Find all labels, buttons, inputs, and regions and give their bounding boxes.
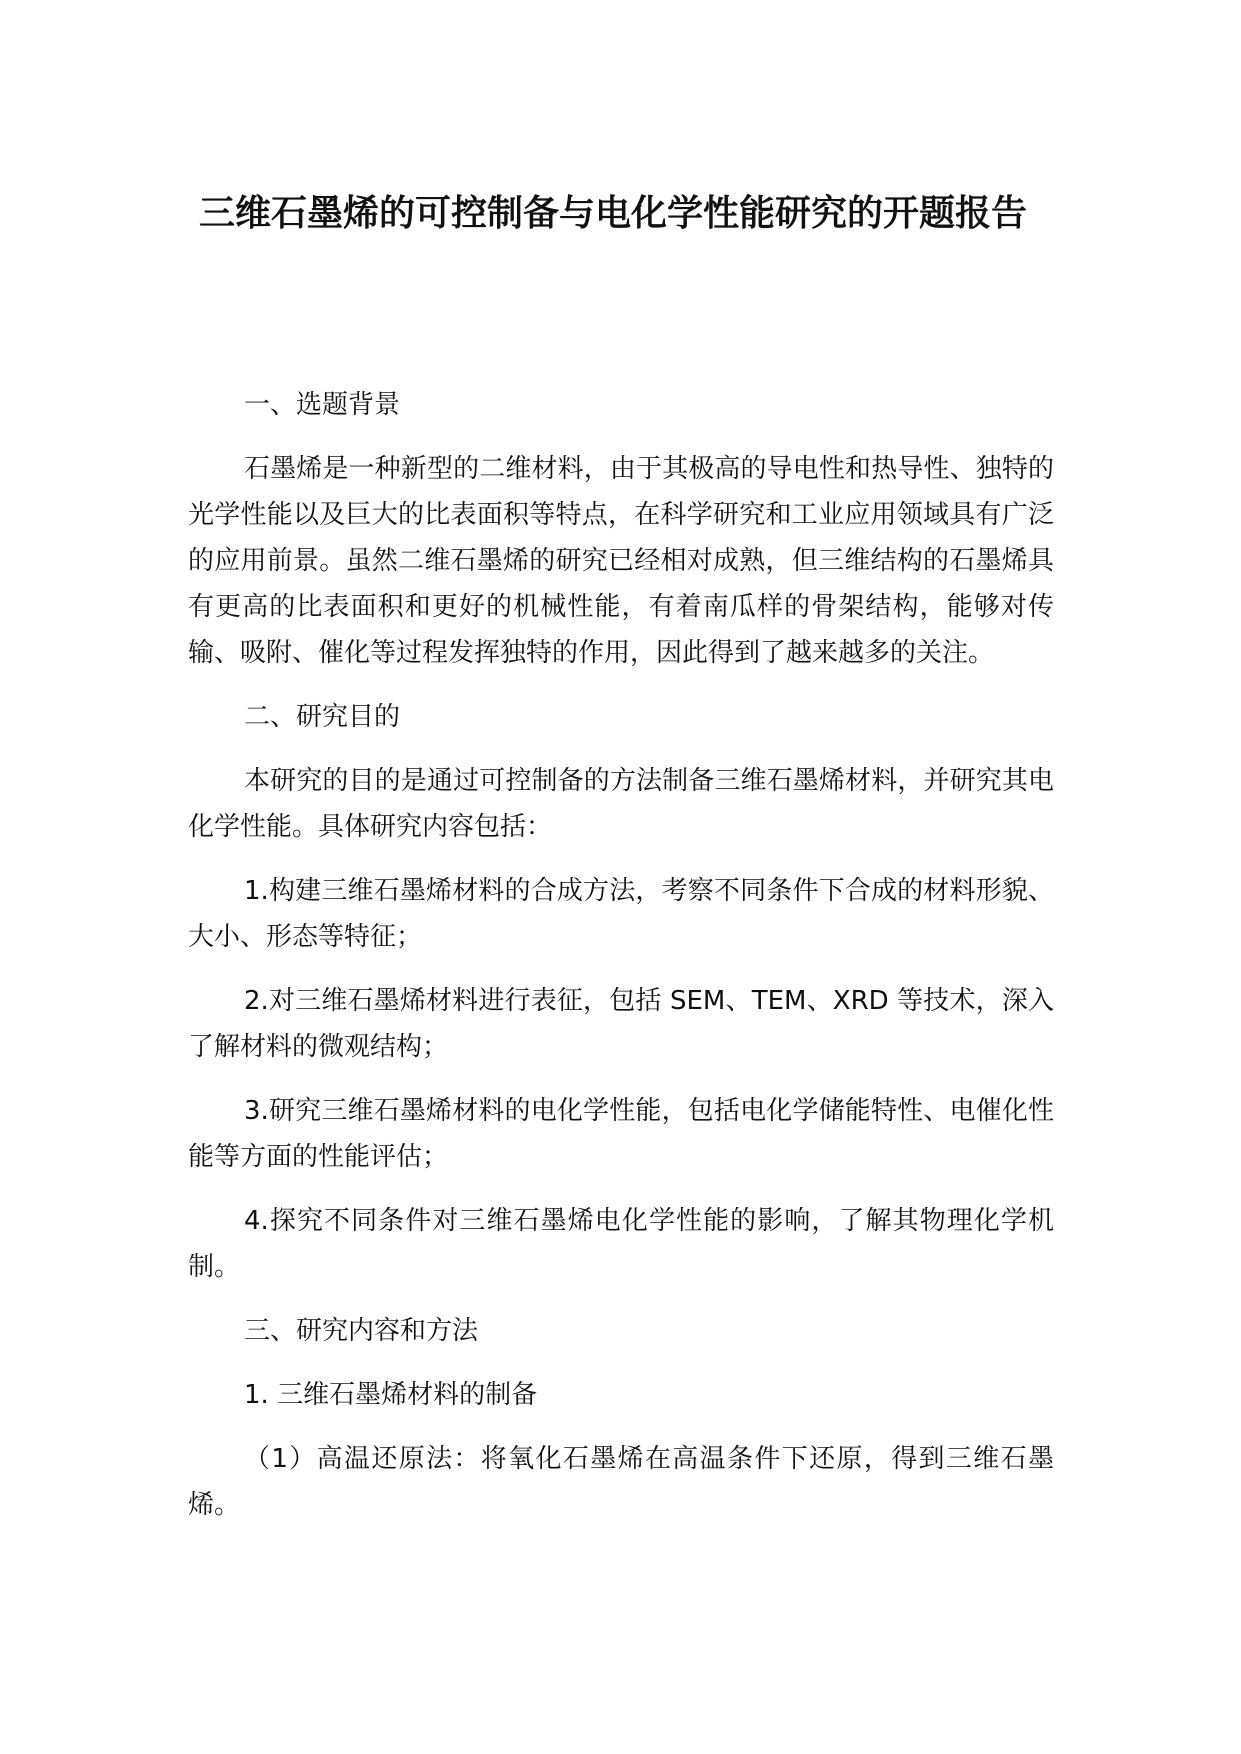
paragraph-high-temp-reduction: （1）高温还原法：将氧化石墨烯在高温条件下还原，得到三维石墨烯。	[188, 1444, 1054, 1520]
paragraph-background: 石墨烯是一种新型的二维材料，由于其极高的导电性和热导性、独特的光学性能以及巨大的比表面积等特点，在科学研究和工业应用领域具有广泛的应用前景。虽然二维石墨烯的研究已经相对成熟，但三维结构的石墨烯具有更高的比表面积和更好的机械性能，有着南瓜样的骨架结构，能够对传输、吸附、催化等过程发挥独特的作用，因此得到了越来越多的关注。	[188, 454, 1054, 668]
document-body	[188, 382, 1054, 1546]
section-heading-content-methods: 三、研究内容和方法	[244, 1316, 479, 1346]
list-item-1: 1.构建三维石墨烯材料的合成方法，考察不同条件下合成的材料形貌、大小、形态等特征；	[188, 876, 1054, 952]
list-item-2: 2.对三维石墨烯材料进行表征，包括 SEM、TEM、XRD 等技术，深入了解材料的微观结构；	[188, 986, 1054, 1062]
section-heading-background: 一、选题背景	[244, 390, 401, 420]
list-item-4: 4.探究不同条件对三维石墨烯电化学性能的影响，了解其物理化学机制。	[188, 1206, 1054, 1282]
document-title: 三维石墨烯的可控制备与电化学性能研究的开题报告	[198, 193, 1027, 234]
paragraph-purpose: 本研究的目的是通过可控制备的方法制备三维石墨烯材料，并研究其电化学性能。具体研究内容包括：	[188, 766, 1054, 842]
subsection-heading-preparation: 1. 三维石墨烯材料的制备	[244, 1380, 538, 1410]
list-item-3: 3.研究三维石墨烯材料的电化学性能，包括电化学储能特性、电催化性能等方面的性能评估；	[188, 1096, 1054, 1172]
section-heading-purpose: 二、研究目的	[244, 702, 401, 732]
